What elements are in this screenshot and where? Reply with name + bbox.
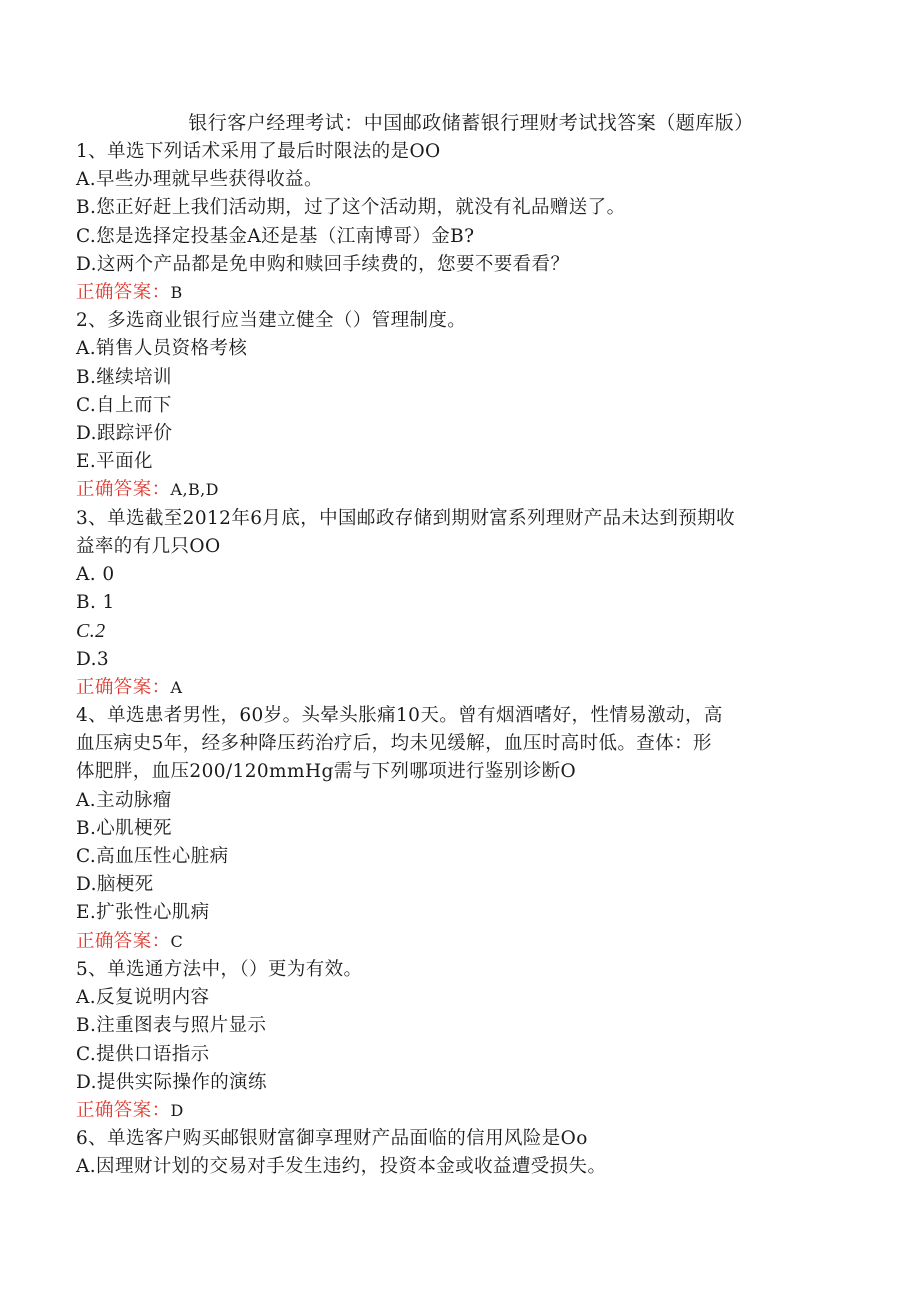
question-5 xyxy=(76,956,846,1125)
option-a: A.因理财计划的交易对手发生违约，投资本金或收益遭受损失。 xyxy=(76,1156,607,1178)
question-stem: 1、单选下列话术采用了最后时限法的是OO xyxy=(76,141,441,162)
option-e: E.平面化 xyxy=(76,451,153,473)
option-c: C.您是选择定投基金A还是基（江南博哥）金B? xyxy=(76,225,475,247)
option-d: D.这两个产品都是免申购和赎回手续费的，您要不要看看？ xyxy=(76,253,570,275)
option-b: B.继续培训 xyxy=(76,366,172,388)
question-stem-line-1: 3、单选截至2012年6月底，中国邮政存储到期财富系列理财产品未达到预期收 xyxy=(76,507,735,529)
option-b: B. 1 xyxy=(76,592,115,614)
option-a: A. 0 xyxy=(76,564,115,586)
document-title: 银行客户经理考试：中国邮政储蓄银行理财考试找答案（题库版） xyxy=(188,112,754,134)
option-c: C.2 xyxy=(76,620,106,643)
question-3 xyxy=(76,505,846,702)
answer-line xyxy=(76,674,846,702)
question-6 xyxy=(76,1125,846,1181)
answer-label: 正确答案： xyxy=(76,930,171,952)
answer-line xyxy=(76,279,846,307)
option-b: B.心肌梗死 xyxy=(76,817,172,839)
answer-line xyxy=(76,1097,846,1125)
option-c: C.提供口语指示 xyxy=(76,1043,210,1065)
question-stem-line-3: 体肥胖，血压200/120mmHg需与下列哪项进行鉴别诊断O xyxy=(76,761,577,783)
option-d: D.脑梗死 xyxy=(76,874,154,896)
question-stem-line-1: 4、单选患者男性，60岁。头晕头胀痛10天。曾有烟酒嗜好，性情易激动，高 xyxy=(76,705,723,727)
option-c: C.高血压性心脏病 xyxy=(76,846,229,868)
answer-label: 正确答案： xyxy=(76,479,171,501)
question-1 xyxy=(76,138,846,307)
answer-value: D xyxy=(170,1100,184,1120)
option-d: D.提供实际操作的演练 xyxy=(76,1071,267,1093)
option-c: C.自上而下 xyxy=(76,394,172,416)
option-b: B.注重图表与照片显示 xyxy=(76,1015,267,1037)
option-d: D.3 xyxy=(76,648,110,670)
answer-label: 正确答案： xyxy=(76,676,171,698)
question-4 xyxy=(76,702,846,956)
answer-value: B xyxy=(170,283,183,303)
question-stem: 2、多选商业银行应当建立健全（）管理制度。 xyxy=(76,310,467,332)
answer-label: 正确答案： xyxy=(76,282,171,304)
document-page xyxy=(76,108,846,1182)
option-a: A.销售人员资格考核 xyxy=(76,338,248,360)
answer-label: 正确答案： xyxy=(76,1099,171,1121)
option-d: D.跟踪评价 xyxy=(76,423,173,445)
question-stem-line-2: 血压病史5年，经多种降压药治疗后，均未见缓解，血压时高时低。查体：形 xyxy=(76,733,712,755)
answer-line xyxy=(76,928,846,956)
question-2 xyxy=(76,307,846,504)
answer-value: A xyxy=(170,677,183,697)
option-e: E.扩张性心肌病 xyxy=(76,902,210,924)
question-stem: 6、单选客户购买邮银财富御享理财产品面临的信用风险是Oo xyxy=(76,1128,588,1150)
option-a: A.主动脉瘤 xyxy=(76,789,172,811)
option-a: A.早些办理就早些获得收益。 xyxy=(76,169,323,191)
option-b: B.您正好赶上我们活动期，过了这个活动期，就没有礼品赠送了。 xyxy=(76,197,626,219)
answer-value: C xyxy=(170,931,184,951)
answer-value: A,B,D xyxy=(170,480,219,500)
option-a: A.反复说明内容 xyxy=(76,987,210,1009)
question-stem-line-2: 益率的有几只OO xyxy=(76,535,221,557)
answer-line xyxy=(76,476,846,504)
question-stem: 5、单选通方法中，（）更为有效。 xyxy=(76,958,363,980)
